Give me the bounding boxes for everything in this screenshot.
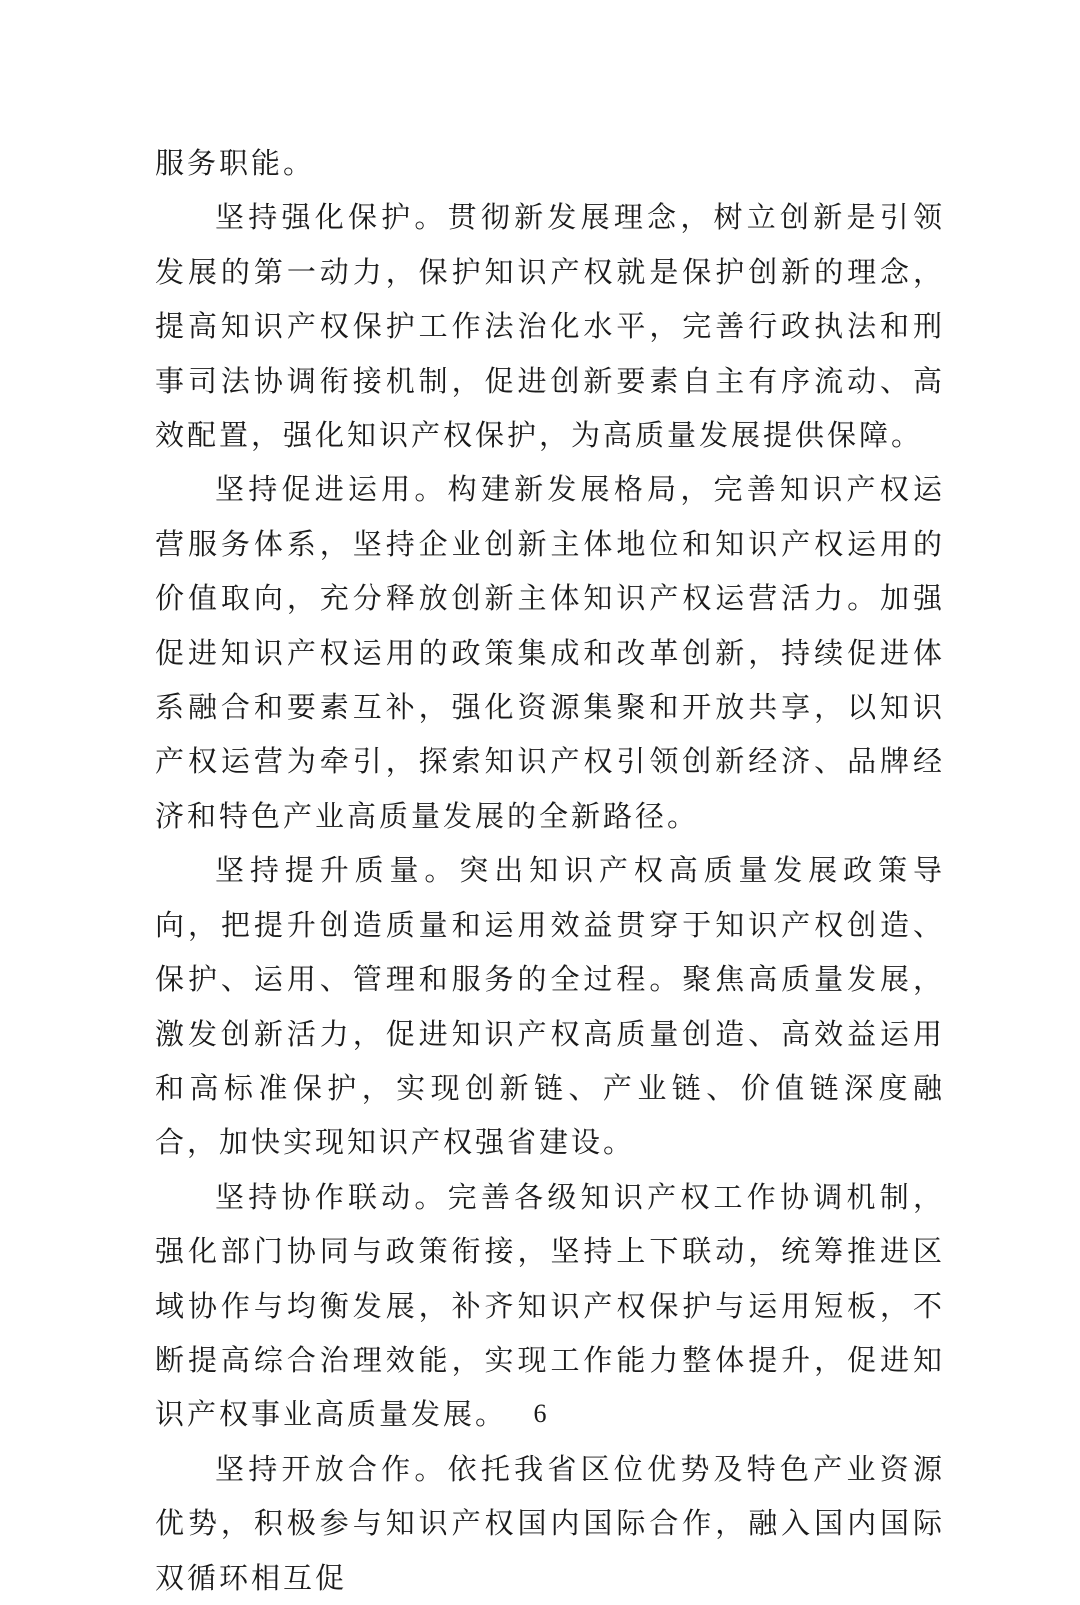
page-number: 6 (533, 1399, 547, 1428)
paragraph-promote-application: 坚持促进运用。构建新发展格局，完善知识产权运营服务体系，坚持企业创新主体地位和知识产权运用的价值取向，充分释放创新主体知识产权运营活力。加强促进知识产权运用的政策集成和改革创新，持续促进体系融合和要素互补，强化资源集聚和开放共享，以知识产权运营为牵引，探索知识产权引领创新经济、品牌经济和特色产业高质量发展的全新路径。 (155, 472, 945, 833)
paragraph-improve-quality: 坚持提升质量。突出知识产权高质量发展政策导向，把提升创造质量和运用效益贯穿于知识产权创造、保护、运用、管理和服务的全过程。聚焦高质量发展，激发创新活力，促进知识产权高质量创造、高效益运用和高标准保护，实现创新链、产业链、价值链深度融合，加快实现知识产权强省建设。 (155, 853, 945, 1160)
document-body (155, 136, 945, 1605)
paragraph-coordination: 坚持协作联动。完善各级知识产权工作协调机制，强化部门协同与政策衔接，坚持上下联动，统筹推进区域协作与均衡发展，补齐知识产权保护与运用短板，不断提高综合治理效能，实现工作能力整体提升，促进知识产权事业高质量发展。 (155, 1179, 945, 1432)
paragraph-continuation: 服务职能。 (155, 146, 316, 180)
paragraph-open-cooperation: 坚持开放合作。依托我省区位优势及特色产业资源优势，积极参与知识产权国内国际合作，融入国内国际双循环相互促 (155, 1451, 945, 1595)
paragraph-strengthen-protection: 坚持强化保护。贯彻新发展理念，树立创新是引领发展的第一动力，保护知识产权就是保护创新的理念，提高知识产权保护工作法治化水平，完善行政执法和刑事司法协调衔接机制，促进创新要素自主有序流动、高效配置，强化知识产权保护，为高质量发展提供保障。 (155, 200, 945, 453)
